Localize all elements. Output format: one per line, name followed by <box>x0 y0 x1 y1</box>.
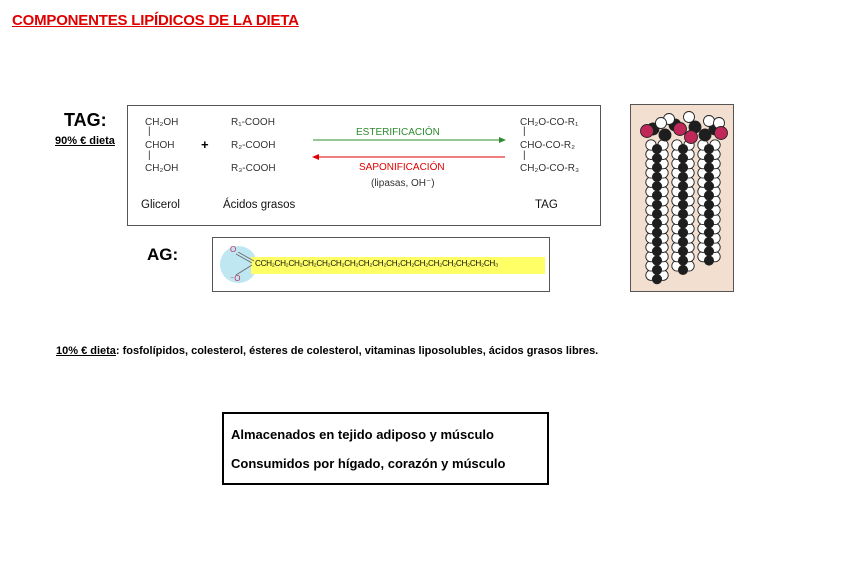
carbon-atom <box>652 182 661 191</box>
carbon-atom <box>704 200 713 209</box>
tag-product-line-1: CH₂O-CO-R₁ <box>520 117 579 128</box>
carbon-atom <box>704 172 713 181</box>
plus-sign: + <box>201 137 209 152</box>
tag-product-line-2: CHO-CO-R₂ <box>520 140 575 151</box>
carbon-atom <box>652 247 661 256</box>
carbon-atom <box>678 191 687 200</box>
carbon-atom <box>699 129 711 141</box>
carbon-atom <box>652 144 661 153</box>
carbon-atom <box>652 210 661 219</box>
carboxylate-oxygen: ⁻O <box>230 274 241 283</box>
carbon-atom <box>704 144 713 153</box>
fatty-acid-line-2: R₂-COOH <box>231 140 276 151</box>
carbon-atom <box>704 237 713 246</box>
carbon-atom <box>678 247 687 256</box>
fatty-acids-name: Ácidos grasos <box>223 199 296 211</box>
oxygen-atom <box>641 125 654 138</box>
carbon-atom <box>652 219 661 228</box>
reverse-arrow <box>311 153 507 161</box>
carbon-atom <box>704 163 713 172</box>
carbon-atom <box>652 237 661 246</box>
lipase-note: (lipasas, OH⁻) <box>371 178 435 189</box>
carbon-atom <box>678 200 687 209</box>
tag-product-line-3: CH₂O-CO-R₃ <box>520 163 580 174</box>
minor-components-list: : fosfolípidos, colesterol, ésteres de colesterol, vitaminas liposolubles, ácidos grasos libres. <box>115 345 599 357</box>
fatty-acid-structure-box <box>212 237 550 292</box>
carbon-atom <box>678 210 687 219</box>
minor-diet-percent: 10% € dieta <box>56 345 116 357</box>
esterification-reaction-box <box>127 105 601 226</box>
ag-label: AG: <box>147 245 179 264</box>
esterification-label: ESTERIFICACIÓN <box>356 127 440 138</box>
carbon-atom <box>652 154 661 163</box>
carbon-atom <box>652 256 661 265</box>
carbon-atom <box>678 154 687 163</box>
oxygen-atom <box>685 131 698 144</box>
carbon-atom <box>704 247 713 256</box>
carbon-atom <box>704 219 713 228</box>
oxygen-atom <box>715 127 728 140</box>
glycerol-name: Glicerol <box>141 199 180 211</box>
carbon-atom <box>652 172 661 181</box>
carbon-atom <box>678 219 687 228</box>
forward-arrow <box>311 136 507 144</box>
bond-mark: | <box>523 150 526 161</box>
storage-line-2: Consumidos por hígado, corazón y músculo <box>231 456 506 471</box>
carbon-atom <box>704 228 713 237</box>
oxygen-atom <box>674 123 687 136</box>
storage-line-1: Almacenados en tejido adiposo y músculo <box>231 427 494 442</box>
carbon-atom <box>659 129 671 141</box>
bond-mark: | <box>148 150 151 161</box>
fatty-acid-line-3: R₃-COOH <box>231 163 276 174</box>
page-title: COMPONENTES LIPÍDICOS DE LA DIETA <box>12 12 299 29</box>
carbon-atom <box>652 163 661 172</box>
fatty-acid-line-1: R₁-COOH <box>231 117 275 128</box>
hydrocarbon-chain-highlight <box>251 257 545 274</box>
carbonyl-oxygen: O <box>230 245 237 254</box>
carbon-atom <box>652 275 661 284</box>
tag-product-name: TAG <box>535 199 558 211</box>
storage-info-box <box>222 412 549 485</box>
carbon-atom <box>652 200 661 209</box>
carbon-atom <box>678 144 687 153</box>
carboxyl-bonds <box>233 252 257 278</box>
hydrocarbon-chain-formula: CCH₂CH₂CH₂CH₂CH₂CH₂CH₂CH₂CH₂CH₂CH₂CH₂CH₂CH₂CH₂CH₂CH₃ <box>255 259 498 268</box>
tag-diet-percent: 90% € dieta <box>55 135 115 147</box>
carbon-atom <box>678 182 687 191</box>
carbon-atom <box>678 228 687 237</box>
minor-components-line <box>56 345 598 357</box>
molecule-atoms <box>631 105 734 292</box>
carbon-atom <box>678 163 687 172</box>
hydrogen-atom <box>656 118 667 129</box>
saponification-label: SAPONIFICACIÓN <box>359 162 445 173</box>
glycerol-line-3: CH₂OH <box>145 163 179 174</box>
carbon-atom <box>704 182 713 191</box>
carbon-atom <box>704 210 713 219</box>
carbon-atom <box>652 228 661 237</box>
carbon-atom <box>678 172 687 181</box>
tag-label: TAG: <box>64 110 107 130</box>
glycerol-line-2: CHOH <box>145 140 175 151</box>
carbon-atom <box>652 191 661 200</box>
carbon-atom <box>704 191 713 200</box>
bond-mark: | <box>523 126 526 137</box>
glycerol-line-1: CH₂OH <box>145 117 179 128</box>
carbon-atom <box>678 237 687 246</box>
triglyceride-space-filling-model <box>630 104 734 292</box>
carbon-atom <box>678 256 687 265</box>
hydrogen-atom <box>704 116 715 127</box>
carbon-atom <box>704 154 713 163</box>
carbon-atom <box>678 265 687 274</box>
carbon-atom <box>704 256 713 265</box>
hydrogen-atom <box>684 112 695 123</box>
carbon-atom <box>652 265 661 274</box>
bond-mark: | <box>148 126 151 137</box>
